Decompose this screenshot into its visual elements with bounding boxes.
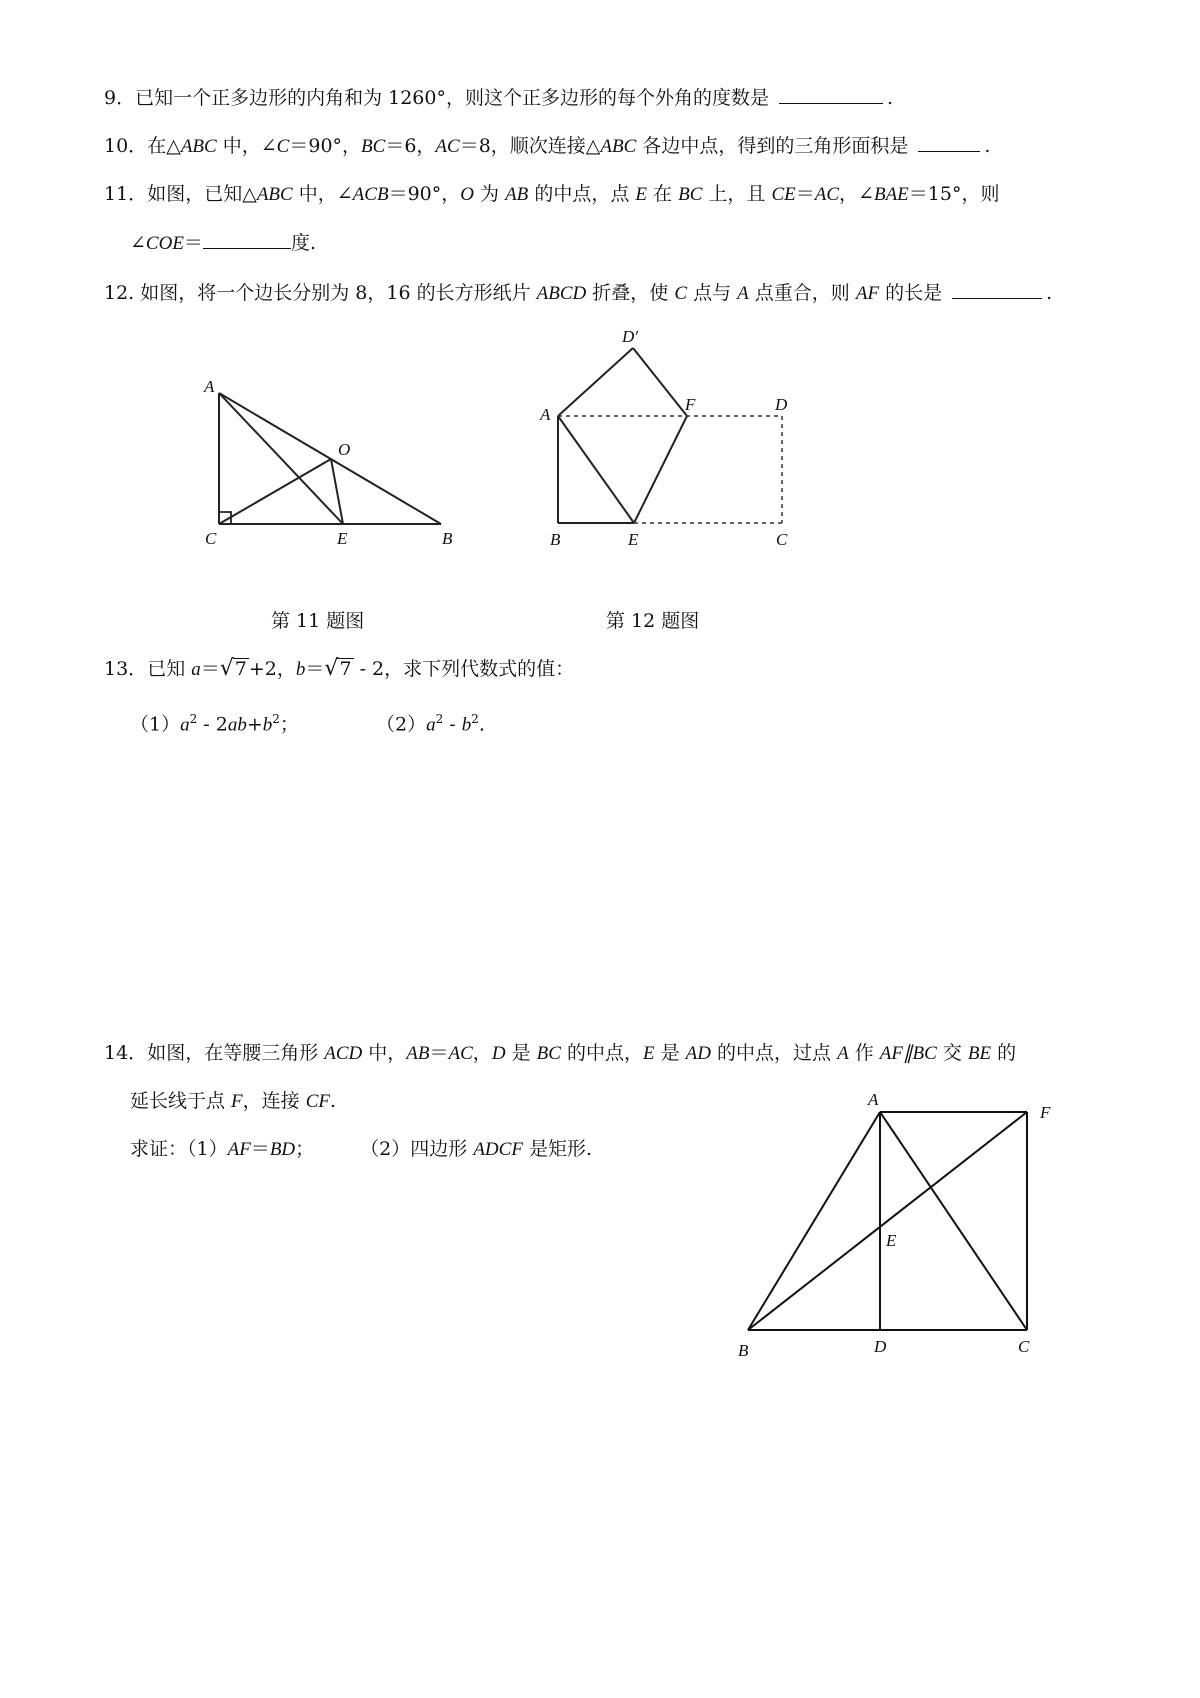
question-13: 13．已知 a＝√7 +2，b＝√7 - 2，求下列代数式的值： bbox=[104, 656, 575, 681]
question-14-proof: 求证：（1）AF＝BD； （2）四边形 ADCF 是矩形. bbox=[130, 1138, 593, 1160]
radical-sign: √ bbox=[324, 656, 339, 681]
label-b: B bbox=[442, 529, 453, 548]
segment-bf bbox=[748, 1112, 1027, 1330]
question-number: 10． bbox=[104, 135, 148, 157]
question-13-part-1: $(1)a^2 - 2ab+b^2$； bbox=[130, 712, 299, 736]
label-c: C bbox=[776, 530, 788, 549]
question-11: 11．如图，已知△ABC 中，∠ACB＝90°，O 为 AB 的中点，点 E 在 BC 上，且 CE＝AC，∠BAE＝15°，则 bbox=[104, 183, 1000, 205]
fold-line-ef bbox=[634, 416, 687, 523]
segment-ac bbox=[880, 1112, 1027, 1330]
label-b: B bbox=[550, 530, 561, 549]
segment-ab bbox=[748, 1112, 880, 1330]
question-number: 11． bbox=[104, 183, 148, 205]
label-e: E bbox=[886, 1231, 897, 1250]
question-number: 12. bbox=[104, 282, 135, 304]
answer-blank[interactable] bbox=[779, 85, 883, 104]
label-b: B bbox=[738, 1341, 749, 1360]
label-a: A bbox=[540, 405, 551, 424]
question-14: 14．如图，在等腰三角形 ACD 中，AB＝AC，D 是 BC 的中点，E 是 AD 的中点，过点 A 作 AF∥BC 交 BE 的 bbox=[104, 1042, 1017, 1064]
segment-d-prime-f bbox=[633, 348, 687, 416]
label-a: A bbox=[868, 1090, 879, 1109]
segment-ad-prime bbox=[558, 348, 633, 416]
question-11-line2: ∠COE＝ 度. bbox=[130, 232, 316, 254]
answer-blank[interactable] bbox=[952, 280, 1042, 299]
question-13-part-2: $(2)a^2 - b^2$. bbox=[376, 712, 485, 736]
radicand: 7 bbox=[339, 658, 352, 680]
figure-11-caption: 第 11 题图 bbox=[271, 610, 365, 632]
question-9: 9．已知一个正多边形的内角和为 1260°，则这个正多边形的每个外角的度数是 . bbox=[104, 87, 894, 109]
figure-12 bbox=[530, 320, 800, 550]
question-text: 已知一个正多边形的内角和为 1260°，则这个正多边形的每个外角的度数是 bbox=[135, 87, 769, 109]
label-f: F bbox=[1040, 1103, 1051, 1122]
question-number: 14． bbox=[104, 1042, 148, 1064]
question-14-line2: 延长线于点 F，连接 CF. bbox=[130, 1090, 337, 1112]
segment-ae bbox=[219, 393, 343, 524]
figure-14 bbox=[730, 1090, 1070, 1360]
question-number: 13． bbox=[104, 658, 148, 680]
label-e: E bbox=[628, 530, 639, 549]
radical-sign: √ bbox=[219, 656, 234, 681]
label-d-prime: D′ bbox=[622, 327, 638, 346]
segment-ae bbox=[558, 416, 634, 523]
question-number: 9． bbox=[104, 87, 136, 109]
answer-blank[interactable] bbox=[918, 133, 980, 152]
answer-blank[interactable] bbox=[203, 230, 291, 249]
label-c: C bbox=[205, 529, 217, 548]
figure-11 bbox=[190, 360, 470, 550]
label-f: F bbox=[685, 395, 696, 414]
radicand: 7 bbox=[234, 658, 247, 680]
label-e: E bbox=[337, 529, 348, 548]
label-c: C bbox=[1018, 1337, 1030, 1356]
label-d: D bbox=[775, 395, 788, 414]
figure-12-caption: 第 12 题图 bbox=[606, 610, 700, 632]
label-o: O bbox=[338, 440, 351, 459]
label-a: A bbox=[204, 377, 215, 396]
segment-co bbox=[219, 459, 331, 524]
question-10: 10．在△ABC 中，∠C＝90°，BC＝6，AC＝8，顺次连接△ABC 各边中点，得到的三角形面积是 . bbox=[104, 135, 991, 157]
label-d: D bbox=[874, 1337, 887, 1356]
question-12: 12. 如图，将一个边长分别为 8，16 的长方形纸片 ABCD 折叠，使 C 点与 A 点重合，则 AF 的长是 . bbox=[104, 282, 1053, 304]
